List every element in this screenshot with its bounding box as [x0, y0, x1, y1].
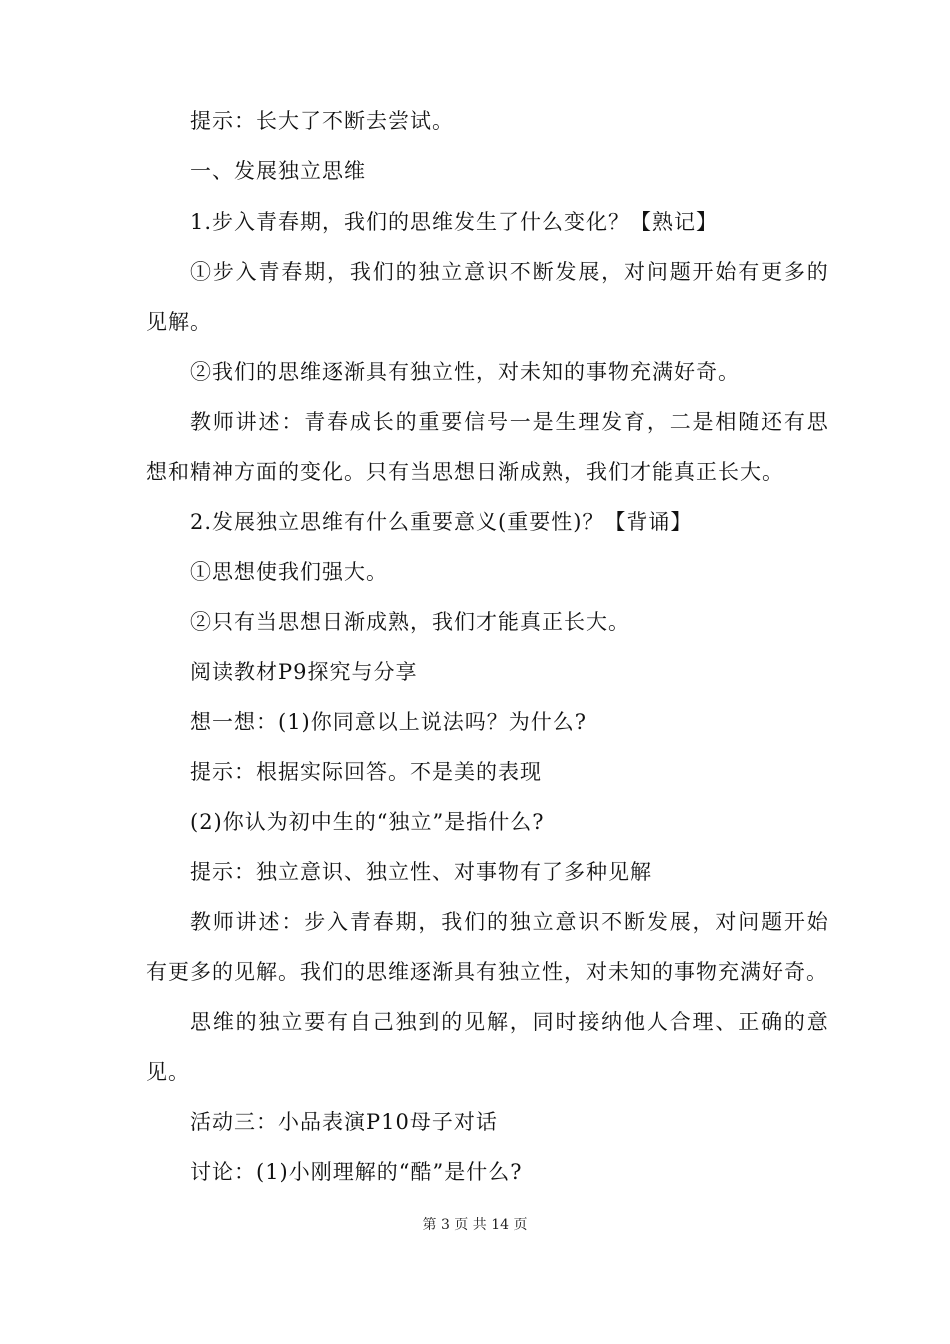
text-line: 思维的独立要有自己独到的见解，同时接纳他人合理、正确的意	[190, 1010, 830, 1034]
text-line: ①思想使我们强大。	[190, 560, 388, 584]
text-line: 活动三：小品表演P10母子对话	[190, 1110, 498, 1134]
text-line: 讨论：(1)小刚理解的“酷”是什么?	[190, 1160, 523, 1184]
text-line: 想和精神方面的变化。只有当思想日渐成熟，我们才能真正长大。	[146, 460, 784, 484]
text-line: 提示：长大了不断去尝试。	[190, 109, 454, 133]
text-line: 教师讲述：青春成长的重要信号一是生理发育，二是相随还有思	[190, 410, 830, 434]
text-line: ①步入青春期，我们的独立意识不断发展，对问题开始有更多的	[190, 260, 830, 284]
question-heading: 1.步入青春期，我们的思维发生了什么变化？【熟记】	[190, 210, 719, 234]
text-line: 教师讲述：步入青春期，我们的独立意识不断发展，对问题开始	[190, 910, 830, 934]
text-line: ②只有当思想日渐成熟，我们才能真正长大。	[190, 610, 630, 634]
text-line: 见。	[146, 1060, 190, 1084]
text-line: 见解。	[146, 310, 212, 334]
text-line: 阅读教材P9探究与分享	[190, 660, 418, 684]
text-line: 想一想：(1)你同意以上说法吗？为什么?	[190, 710, 588, 734]
text-line: 提示：独立意识、独立性、对事物有了多种见解	[190, 860, 652, 884]
section-heading: 一、发展独立思维	[190, 159, 366, 183]
question-heading: 2.发展独立思维有什么重要意义(重要性)？【背诵】	[190, 510, 693, 534]
page-number-footer: 第 3 页 共 14 页	[422, 1217, 528, 1233]
text-line: ②我们的思维逐渐具有独立性，对未知的事物充满好奇。	[190, 360, 740, 384]
text-line: (2)你认为初中生的“独立”是指什么?	[190, 810, 545, 834]
text-line: 提示：根据实际回答。不是美的表现	[190, 760, 542, 784]
text-line: 有更多的见解。我们的思维逐渐具有独立性，对未知的事物充满好奇。	[146, 960, 828, 984]
